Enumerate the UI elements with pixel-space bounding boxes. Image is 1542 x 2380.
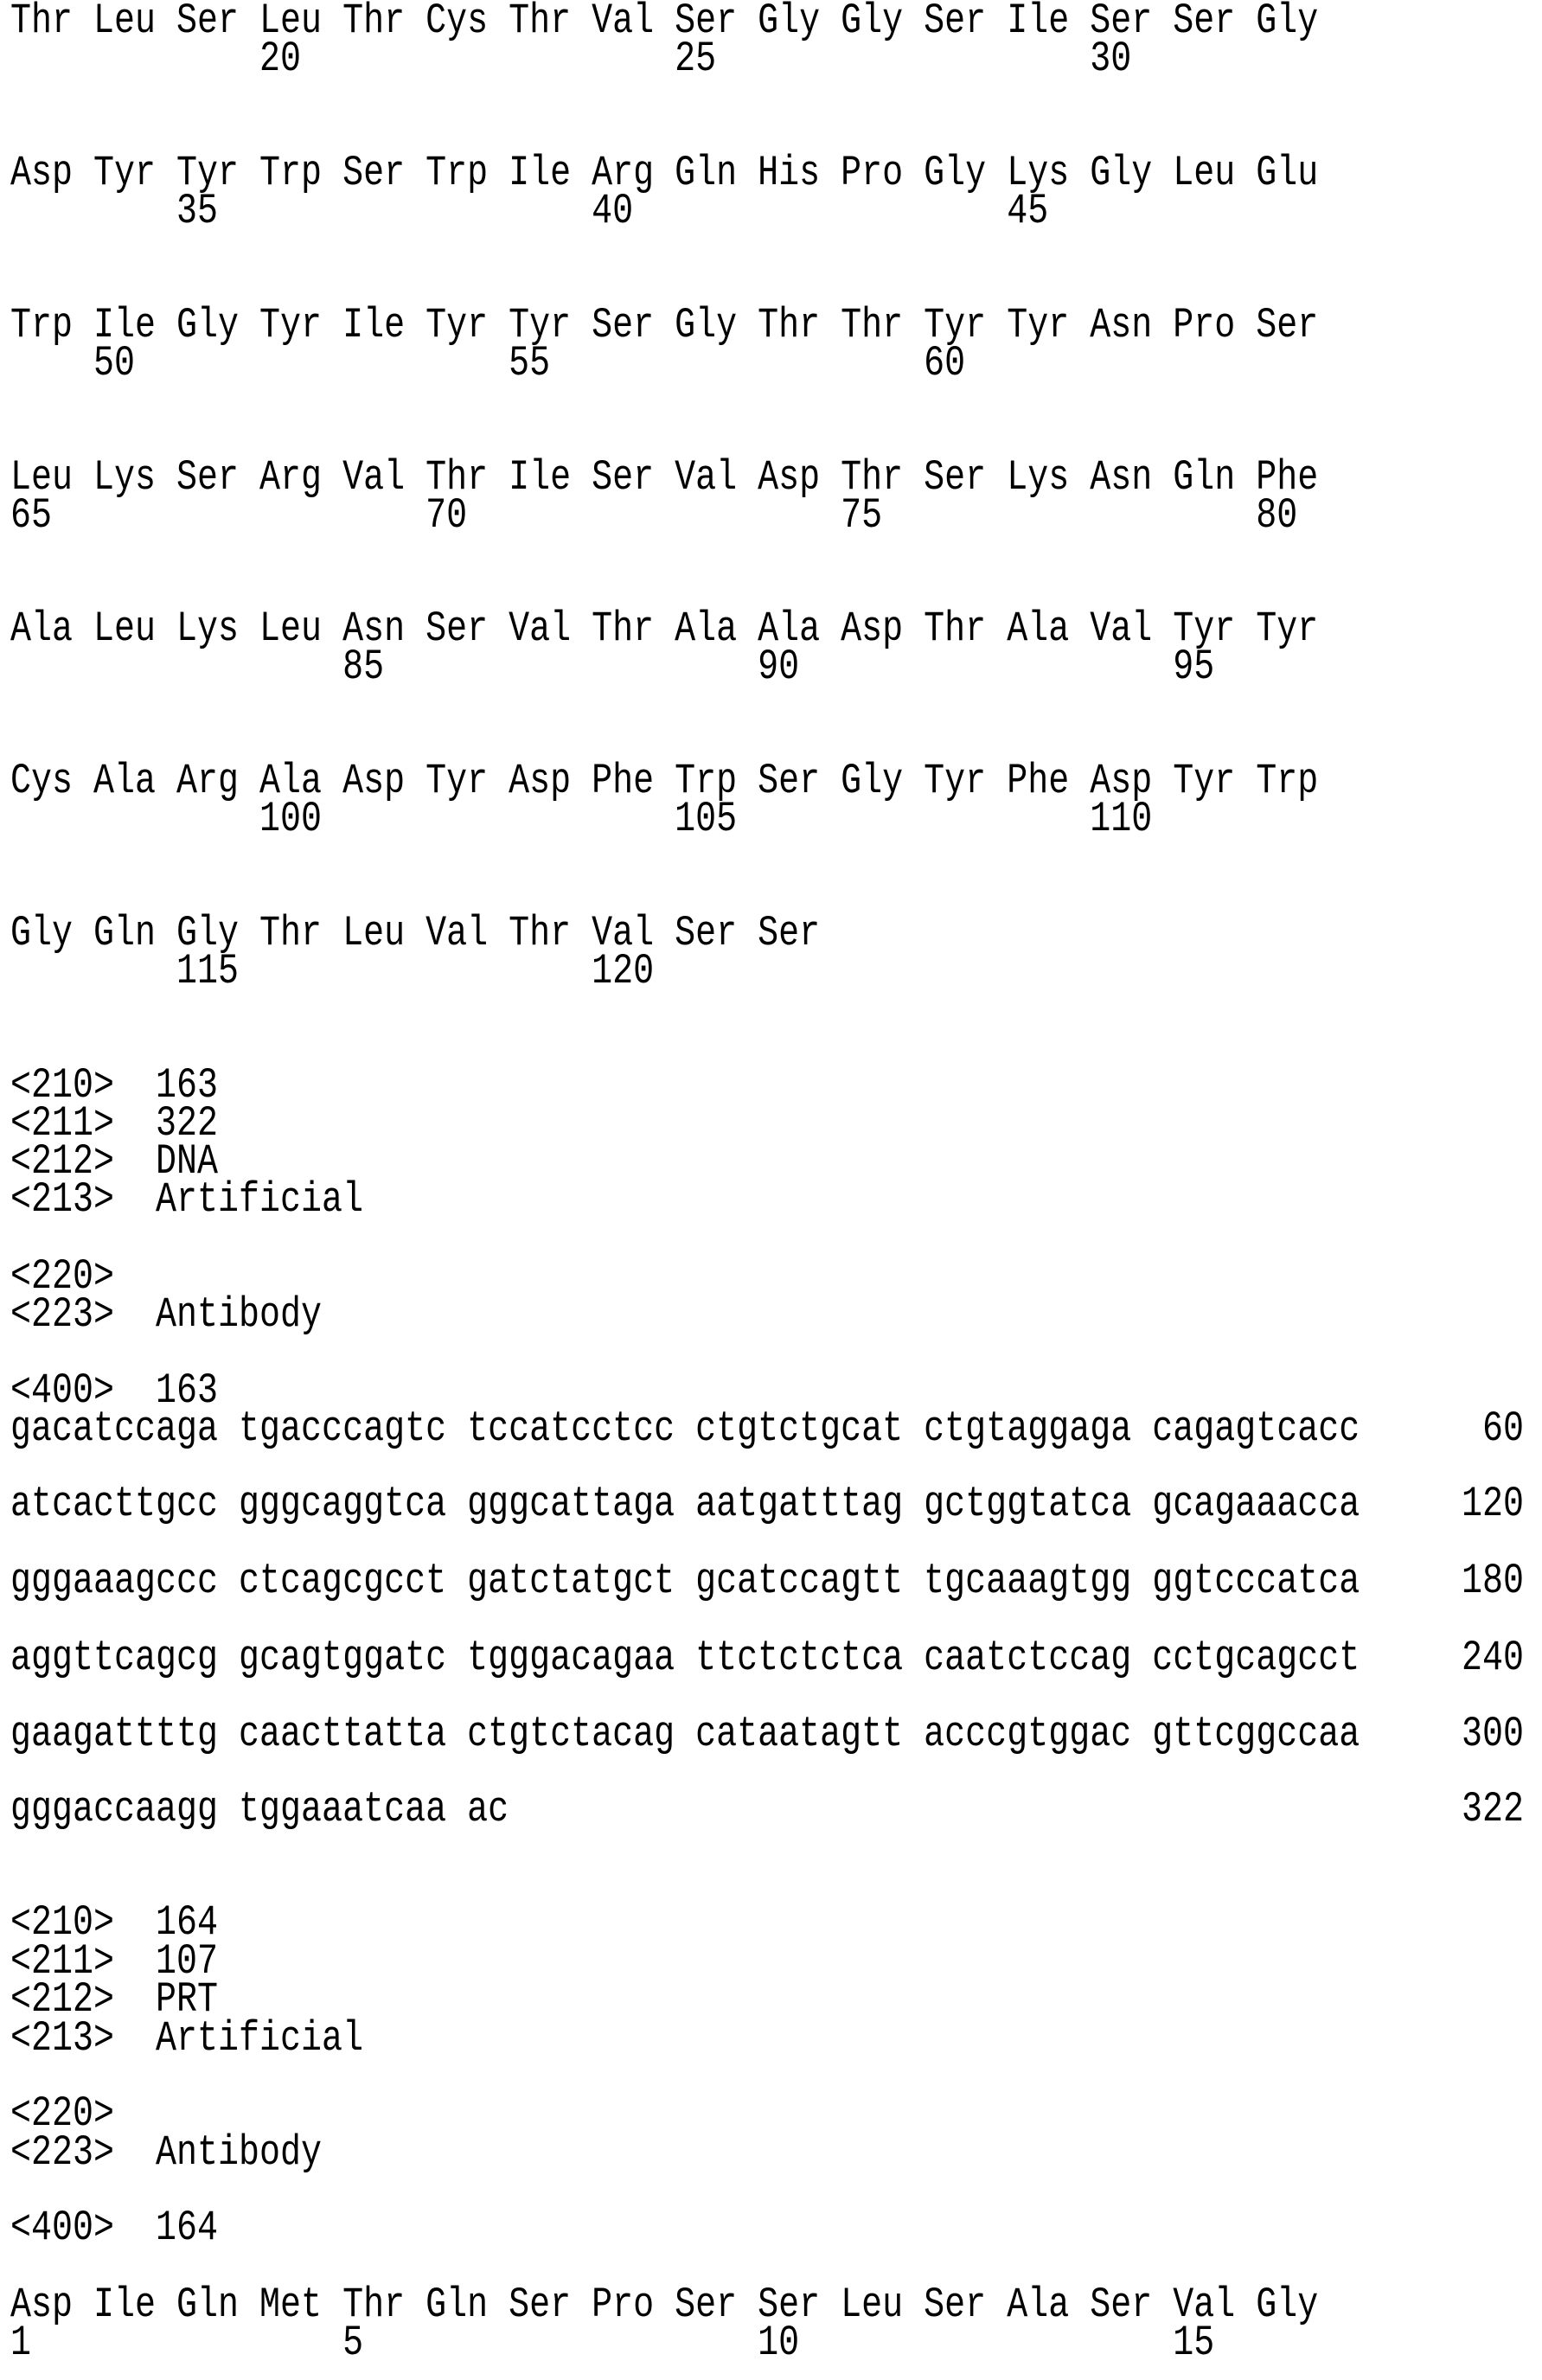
dna-position-number: 180 [1462, 1559, 1524, 1606]
dna-position-number: 120 [1462, 1482, 1524, 1529]
field-line: <210> 163 [10, 1064, 218, 1110]
field-line: <213> Artificial [10, 1178, 363, 1225]
field-line: <211> 322 [10, 1102, 218, 1148]
dna-sequence-line: gggaccaagg tggaaatcaa ac [10, 1788, 509, 1834]
residue-line: Thr Leu Ser Leu Thr Cys Thr Val Ser Gly Gly Ser Ile Ser Ser Gly [10, 0, 1318, 46]
field-line: <211> 107 [10, 1940, 218, 1987]
dna-sequence-line: gggaaagccc ctcagcgcct gatctatgct gcatccagtt tgcaaagtgg ggtcccatca [10, 1559, 1360, 1606]
dna-sequence-line: gacatccaga tgacccagtc tccatcctcc ctgtctgcat ctgtaggaga cagagtcacc [10, 1407, 1360, 1454]
field-line: <220> [10, 2092, 114, 2139]
field-line: <213> Artificial [10, 2017, 363, 2063]
field-line: <400> 164 [10, 2206, 218, 2253]
field-line: <210> 164 [10, 1901, 218, 1948]
residue-number-line: 85 90 95 [10, 645, 1214, 692]
dna-position-number: 60 [1482, 1407, 1524, 1454]
dna-sequence-line: gaagattttg caacttatta ctgtctacag cataatagtt acccgtggac gttcggccaa [10, 1712, 1360, 1759]
dna-sequence-line: aggttcagcg gcagtggatc tgggacagaa ttctctctca caatctccag cctgcagcct [10, 1636, 1360, 1683]
field-line: <220> [10, 1255, 114, 1302]
field-line: <223> Antibody [10, 1293, 322, 1340]
residue-line: Leu Lys Ser Arg Val Thr Ile Ser Val Asp Thr Ser Lys Asn Gln Phe [10, 456, 1318, 502]
residue-number-line: 1 5 10 15 [10, 2321, 1214, 2368]
dna-position-number: 240 [1462, 1636, 1524, 1683]
residue-line: Asp Ile Gln Met Thr Gln Ser Pro Ser Ser Leu Ser Ala Ser Val Gly [10, 2283, 1318, 2330]
residue-number-line: 35 40 45 [10, 189, 1048, 236]
residue-line: Asp Tyr Tyr Trp Ser Trp Ile Arg Gln His Pro Gly Lys Gly Leu Glu [10, 151, 1318, 198]
field-line: <212> DNA [10, 1140, 218, 1187]
residue-line: Trp Ile Gly Tyr Ile Tyr Tyr Ser Gly Thr Thr Tyr Tyr Asn Pro Ser [10, 304, 1318, 350]
residue-number-line: 100 105 110 [10, 797, 1152, 844]
residue-line: Ala Leu Lys Leu Asn Ser Val Thr Ala Ala Asp Thr Ala Val Tyr Tyr [10, 607, 1318, 654]
residue-number-line: 20 25 30 [10, 37, 1131, 84]
residue-number-line: 65 70 75 80 [10, 494, 1297, 541]
field-line: <223> Antibody [10, 2131, 322, 2178]
dna-position-number: 322 [1462, 1788, 1524, 1834]
residue-number-line: 115 120 [10, 950, 654, 996]
field-line: <400> 163 [10, 1369, 218, 1416]
residue-line: Gly Gln Gly Thr Leu Val Thr Val Ser Ser [10, 912, 820, 958]
residue-number-line: 50 55 60 [10, 342, 965, 388]
field-line: <212> PRT [10, 1978, 218, 2025]
dna-sequence-line: atcacttgcc gggcaggtca gggcattaga aatgatttag gctggtatca gcagaaacca [10, 1482, 1360, 1529]
residue-line: Cys Ala Arg Ala Asp Tyr Asp Phe Trp Ser Gly Tyr Phe Asp Tyr Trp [10, 759, 1318, 806]
dna-position-number: 300 [1462, 1712, 1524, 1759]
